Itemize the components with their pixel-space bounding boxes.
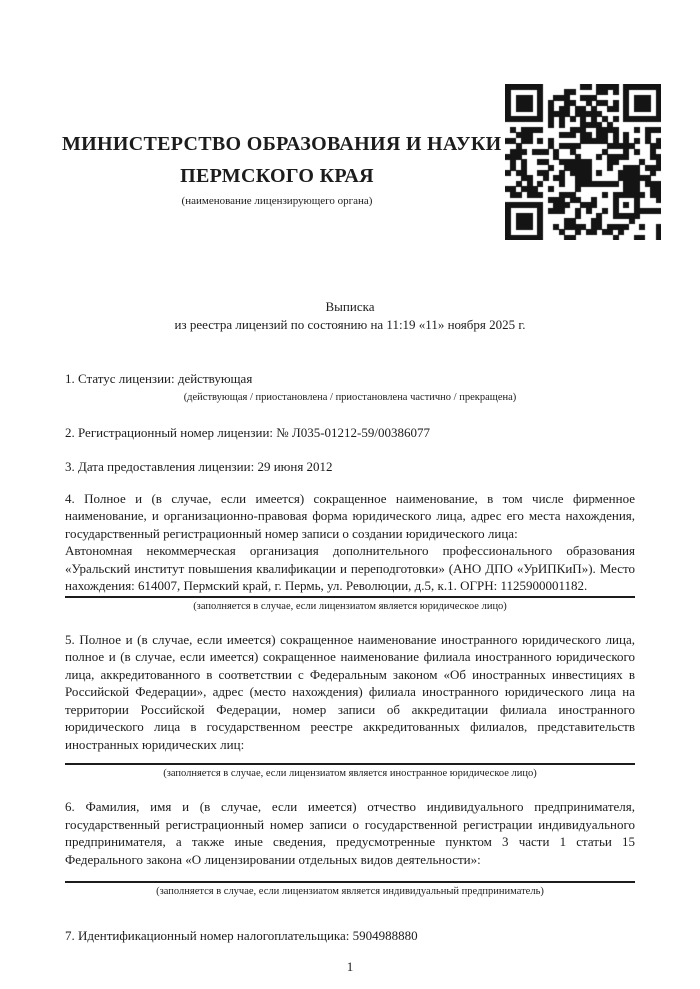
section-foreign-entity bbox=[65, 631, 635, 781]
document-subtitle: из реестра лицензий по состоянию на 11:19 «11» ноября 2025 г. bbox=[174, 316, 526, 332]
document-body bbox=[0, 298, 700, 975]
legal-entity-value: Автономная некоммерческая организация дополнительного профессионального образования «Уральский институт повышения квалификации и переподготовки» (АНО ДПО «УрИПКиП»). Место нахождения: 614007, Пермский край, г. Пермь, ул. Революции, д.5, к.1. ОГРН: 1125900001182. bbox=[65, 543, 635, 593]
section-taxpayer-number bbox=[65, 927, 635, 945]
section-grant-date bbox=[65, 458, 635, 476]
page-number: 1 bbox=[346, 958, 354, 974]
license-status-text: 1. Статус лицензии: действующая bbox=[65, 371, 253, 386]
grant-date-text: 3. Дата предоставления лицензии: 29 июня 2012 bbox=[65, 459, 333, 474]
legal-entity-underline bbox=[65, 596, 635, 598]
document-title-block bbox=[65, 298, 635, 333]
section-entrepreneur bbox=[65, 798, 635, 898]
document-header bbox=[0, 0, 700, 240]
section-license-status bbox=[65, 370, 635, 404]
ministry-caption: (наименование лицензирующего органа) bbox=[181, 195, 373, 207]
ministry-name-line1: МИНИСТЕРСТВО ОБРАЗОВАНИЯ И НАУКИ bbox=[62, 133, 502, 155]
legal-entity-note: (заполняется в случае, если лицензиатом является юридическое лицо) bbox=[193, 600, 507, 612]
licensing-authority-block bbox=[62, 128, 502, 208]
taxpayer-number-text: 7. Идентификационный номер налогоплательщика: 5904988880 bbox=[65, 928, 418, 943]
section-registration-number bbox=[65, 424, 635, 442]
document-title: Выписка bbox=[325, 299, 375, 314]
entrepreneur-label: 6. Фамилия, имя и (в случае, если имеется) отчество индивидуального предпринимателя, государственный регистрационный номер записи о государственной регистрации индивидуального предпринимателя, а также иные сведения, предусмотренные пунктом 3 части 1 статьи 15 Федерального закона «О лицензировании отдельных видов деятельности»: bbox=[65, 799, 635, 867]
section-legal-entity bbox=[65, 490, 635, 613]
foreign-entity-note: (заполняется в случае, если лицензиатом является иностранное юридическое лицо) bbox=[163, 768, 537, 779]
entrepreneur-underline bbox=[65, 881, 635, 883]
license-status-note: (действующая / приостановлена / приостановлена частично / прекращена) bbox=[183, 391, 517, 403]
foreign-entity-underline bbox=[65, 763, 635, 765]
entrepreneur-note: (заполняется в случае, если лицензиатом является индивидуальный предприниматель) bbox=[156, 886, 544, 897]
foreign-entity-label: 5. Полное и (в случае, если имеется) сокращенное наименование иностранного юридического лица, полное и (в случае, если имеется) сокращенное наименование филиала иностранного юридического лица, аккредитованного в соответствии с Федеральным законом «Об иностранных инвестициях в Российской Федерации», адрес (место нахождения) филиала иностранного юридического лица на территории Российской Федерации, номер записи об аккредитации филиала иностранного юридического лица в государственном реестре аккредитованных филиалов, представительств иностранных юридических лиц: bbox=[65, 631, 635, 752]
qr-code-icon bbox=[505, 84, 661, 240]
registration-number-text: 2. Регистрационный номер лицензии: № Л035-01212-59/00386077 bbox=[65, 424, 431, 440]
ministry-name-line2: ПЕРМСКОГО КРАЯ bbox=[180, 165, 374, 187]
legal-entity-label: 4. Полное и (в случае, если имеется) сокращенное наименование, в том числе фирменное наименование, и организационно-правовая форма юридического лица, адрес его места нахождения, государственный регистрационный номер записи о создании юридического лица: bbox=[65, 490, 635, 541]
